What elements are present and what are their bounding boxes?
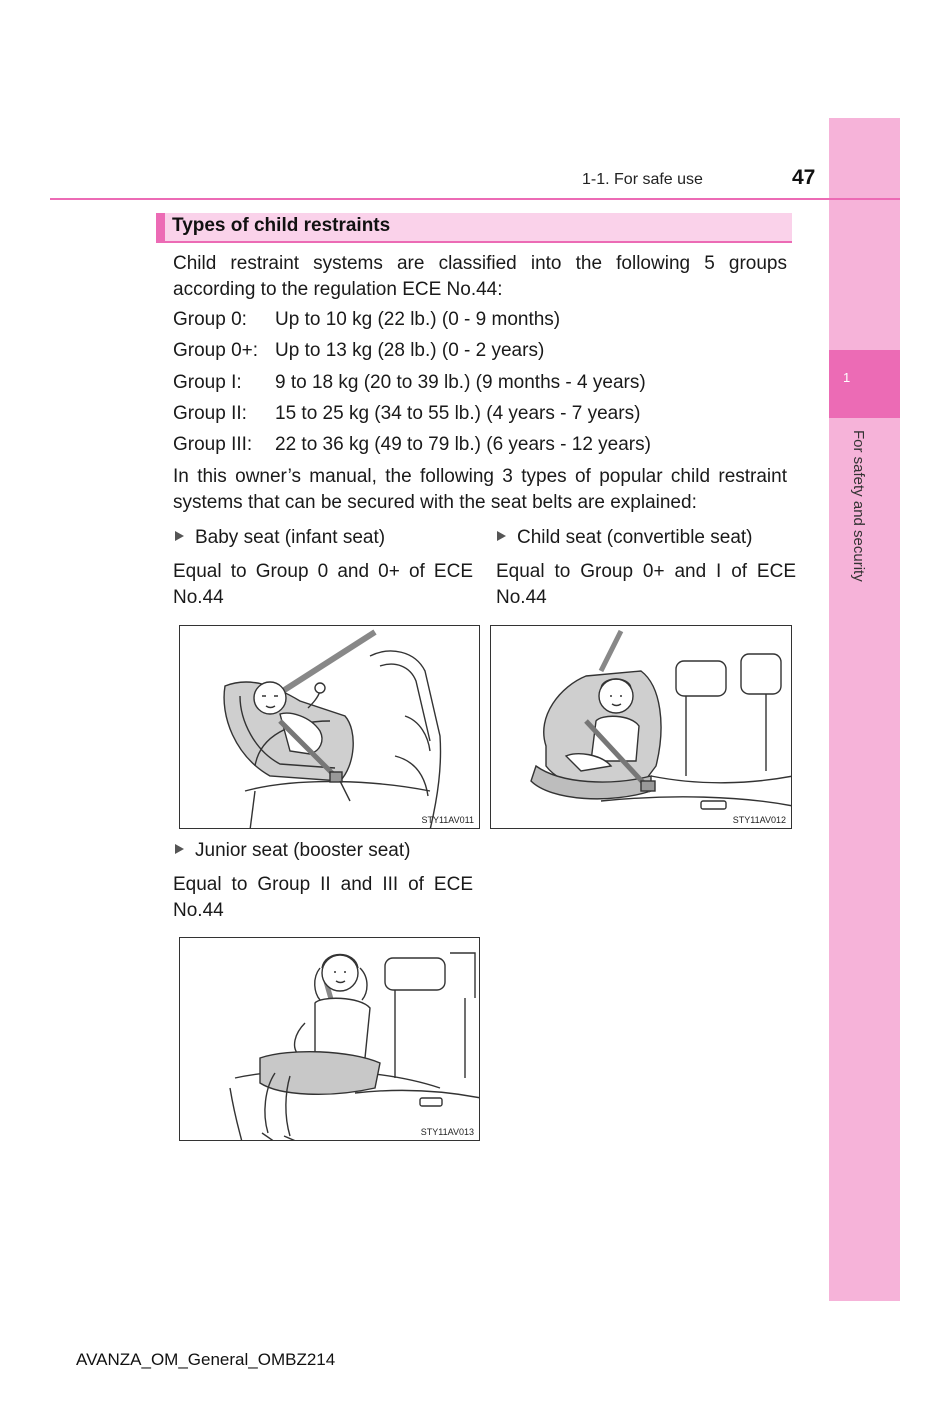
chapter-title: For safety and security [850, 430, 867, 582]
group-row [173, 403, 641, 425]
group-label: Group 0+: [173, 340, 259, 361]
group-value: 22 to 36 kg (49 to 79 lb.) (6 years - 12 years) [275, 434, 651, 455]
triangle-bullet-icon [175, 531, 184, 541]
intro-paragraph: Child restraint systems are classified into the following 5 groups according to the regulation ECE No.44: [173, 253, 787, 300]
section-heading-accent [156, 213, 165, 243]
baby-seat-title-text: Baby seat (infant seat) [195, 527, 386, 548]
baby-seat-title [175, 527, 385, 549]
summary-paragraph: In this owner’s manual, the following 3 types of popular child restraint systems that can be secured with the seat belts are explained: [173, 466, 787, 513]
junior-seat-illustration [180, 938, 480, 1141]
section-reference: 1-1. For safe use [582, 171, 703, 188]
group-value: Up to 10 kg (22 lb.) (0 - 9 months) [275, 309, 561, 330]
figure-code: STY11AV012 [732, 815, 786, 825]
baby-seat-figure [179, 625, 480, 829]
figure-code: STY11AV013 [420, 1127, 474, 1137]
triangle-bullet-icon [175, 844, 184, 854]
child-seat-title [497, 527, 753, 549]
group-label: Group 0: [173, 309, 247, 330]
junior-seat-title [175, 840, 410, 862]
child-seat-title-text: Child seat (convertible seat) [517, 527, 753, 548]
section-heading: Types of child restraints [172, 215, 391, 236]
chapter-number: 1 [843, 370, 851, 385]
group-value: 9 to 18 kg (20 to 39 lb.) (9 months - 4 years) [275, 372, 646, 393]
triangle-bullet-icon [497, 531, 506, 541]
junior-seat-figure [179, 937, 480, 1141]
child-seat-description: Equal to Group 0+ and I of ECE No.44 [496, 561, 796, 608]
group-label: Group I: [173, 372, 242, 393]
group-value: Up to 13 kg (28 lb.) (0 - 2 years) [275, 340, 545, 361]
baby-seat-description: Equal to Group 0 and 0+ of ECE No.44 [173, 561, 473, 608]
group-row [173, 340, 545, 362]
child-seat-illustration [491, 626, 792, 829]
figure-code: STY11AV011 [421, 815, 474, 825]
document-id: AVANZA_OM_General_OMBZ214 [76, 1350, 336, 1369]
group-label: Group III: [173, 434, 253, 455]
group-label: Group II: [173, 403, 247, 424]
baby-seat-illustration [180, 626, 480, 829]
header-divider [50, 198, 900, 200]
junior-seat-title-text: Junior seat (booster seat) [195, 840, 411, 861]
chapter-side-tab-active[interactable] [829, 350, 900, 418]
child-seat-figure [490, 625, 792, 829]
chapter-side-tab [829, 118, 900, 1301]
group-value: 15 to 25 kg (34 to 55 lb.) (4 years - 7 years) [275, 403, 641, 424]
junior-seat-description: Equal to Group II and III of ECE No.44 [173, 874, 473, 921]
group-row [173, 309, 561, 331]
group-row [173, 372, 646, 394]
page-number: 47 [792, 166, 816, 189]
group-row [173, 434, 651, 456]
